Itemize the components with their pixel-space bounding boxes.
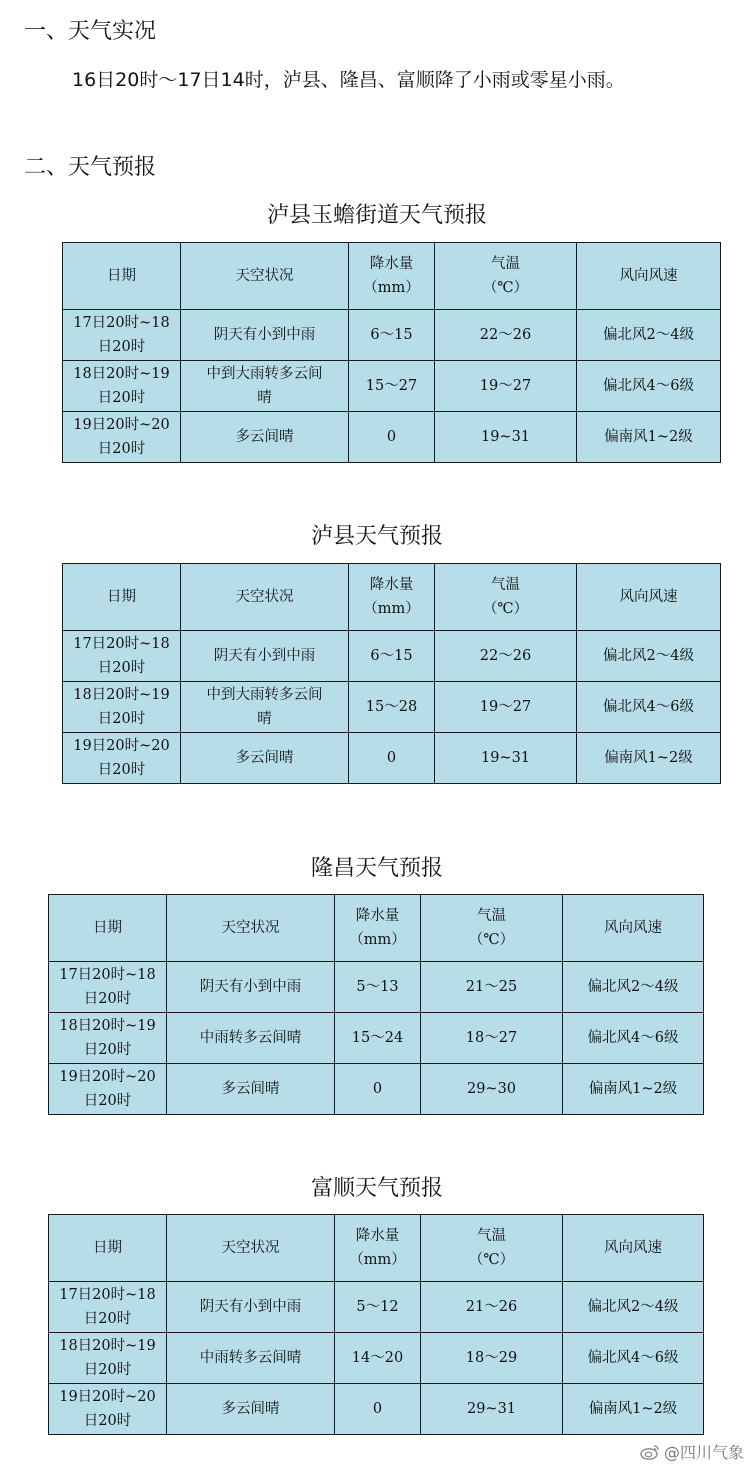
header-date-label: 日期 (107, 268, 136, 284)
cell-rain: 14～20 (335, 1333, 421, 1384)
header-rain-label: 降水量 （mm） (363, 577, 420, 617)
header-wind (563, 1215, 704, 1282)
cell-rain: 0 (349, 733, 435, 784)
header-rain-label: 降水量 （mm） (363, 256, 420, 296)
table-header-row (49, 1215, 704, 1282)
cell-wind: 偏南风1~2级 (563, 1064, 704, 1115)
header-wind (577, 564, 721, 631)
header-date-label: 日期 (107, 589, 136, 605)
cell-wind: 偏北风2～4级 (577, 310, 721, 361)
header-wind-label: 风向风速 (619, 268, 678, 284)
cell-wind: 偏北风4～6级 (563, 1333, 704, 1384)
header-sky-label: 天空状况 (235, 268, 294, 284)
header-temp (435, 564, 577, 631)
cell-date: 18日20时~19 日20时 (49, 1333, 167, 1384)
cell-sky: 多云间晴 (167, 1384, 335, 1435)
weibo-icon (640, 1444, 660, 1460)
header-sky-label: 天空状况 (235, 589, 294, 605)
cell-date: 19日20时~20 日20时 (63, 733, 181, 784)
cell-sky: 多云间晴 (167, 1064, 335, 1115)
observation-text: 16日20时～17日14时，泸县、隆昌、富顺降了小雨或零星小雨。 (72, 69, 625, 91)
table-header-row (49, 895, 704, 962)
table-title: 泸县玉蟾街道天气预报 (266, 203, 487, 228)
cell-wind: 偏北风4～6级 (563, 1013, 704, 1064)
table-row (49, 1013, 704, 1064)
cell-sky: 阴天有小到中雨 (167, 962, 335, 1013)
cell-wind: 偏北风4～6级 (577, 682, 721, 733)
cell-sky: 阴天有小到中雨 (181, 310, 349, 361)
table-header-row (63, 243, 721, 310)
cell-rain: 5～12 (335, 1282, 421, 1333)
cell-temp: 19～27 (435, 361, 577, 412)
cell-temp: 21～25 (421, 962, 563, 1013)
cell-temp: 18～29 (421, 1333, 563, 1384)
header-temp-label: 气温 （℃） (468, 908, 515, 948)
header-sky-label: 天空状况 (221, 920, 280, 936)
header-temp-label: 气温 （℃） (482, 256, 529, 296)
table-header-row (63, 564, 721, 631)
cell-sky: 阴天有小到中雨 (167, 1282, 335, 1333)
forecast-table-longchang (48, 894, 704, 1115)
cell-wind: 偏北风2～4级 (577, 631, 721, 682)
cell-wind: 偏北风4～6级 (577, 361, 721, 412)
forecast-table-fushun (48, 1214, 704, 1435)
cell-sky: 中雨转多云间晴 (167, 1333, 335, 1384)
cell-date: 19日20时~20 日20时 (49, 1064, 167, 1115)
cell-date: 18日20时~19 日20时 (63, 682, 181, 733)
header-rain (335, 1215, 421, 1282)
header-rain (349, 243, 435, 310)
table-row (63, 733, 721, 784)
cell-temp: 29~30 (421, 1064, 563, 1115)
header-temp (435, 243, 577, 310)
header-temp (421, 895, 563, 962)
header-rain-label: 降水量 （mm） (349, 1228, 406, 1268)
header-sky (181, 243, 349, 310)
table-title: 泸县天气预报 (310, 524, 443, 549)
cell-rain: 6～15 (349, 310, 435, 361)
cell-date: 17日20时~18 日20时 (63, 310, 181, 361)
section-heading-forecast: 二、天气预报 (24, 155, 157, 180)
header-date (63, 564, 181, 631)
header-sky (167, 895, 335, 962)
cell-date: 17日20时~18 日20时 (63, 631, 181, 682)
header-wind (577, 243, 721, 310)
cell-wind: 偏北风2～4级 (563, 1282, 704, 1333)
table-row (49, 1064, 704, 1115)
cell-temp: 29~31 (421, 1384, 563, 1435)
table-row (49, 1333, 704, 1384)
header-date (49, 1215, 167, 1282)
cell-temp: 19～27 (435, 682, 577, 733)
table-row (49, 1282, 704, 1333)
table-row (63, 631, 721, 682)
header-sky (167, 1215, 335, 1282)
cell-rain: 0 (335, 1384, 421, 1435)
table-row (63, 682, 721, 733)
cell-rain: 5～13 (335, 962, 421, 1013)
cell-rain: 0 (335, 1064, 421, 1115)
header-date-label: 日期 (93, 1240, 122, 1256)
cell-rain: 15～28 (349, 682, 435, 733)
table-title: 隆昌天气预报 (310, 856, 443, 881)
cell-wind: 偏南风1~2级 (577, 412, 721, 463)
cell-date: 19日20时~20 日20时 (63, 412, 181, 463)
cell-sky: 中到大雨转多云间 晴 (181, 361, 349, 412)
cell-sky: 多云间晴 (181, 733, 349, 784)
table-row (63, 412, 721, 463)
cell-wind: 偏北风2～4级 (563, 962, 704, 1013)
header-wind-label: 风向风速 (619, 589, 678, 605)
cell-wind: 偏南风1~2级 (577, 733, 721, 784)
cell-temp: 22～26 (435, 310, 577, 361)
header-date (63, 243, 181, 310)
cell-temp: 19~31 (435, 733, 577, 784)
cell-sky: 中到大雨转多云间 晴 (181, 682, 349, 733)
cell-sky: 中雨转多云间晴 (167, 1013, 335, 1064)
header-wind-label: 风向风速 (604, 920, 662, 936)
cell-sky: 多云间晴 (181, 412, 349, 463)
watermark (640, 1440, 744, 1463)
forecast-table-yuchan (62, 242, 721, 463)
cell-date: 18日20时~19 日20时 (63, 361, 181, 412)
header-temp-label: 气温 （℃） (482, 577, 529, 617)
cell-temp: 22～26 (435, 631, 577, 682)
header-date-label: 日期 (93, 920, 122, 936)
cell-date: 19日20时~20 日20时 (49, 1384, 167, 1435)
watermark-text: @四川气象 (663, 1443, 744, 1462)
forecast-table-luxian (62, 563, 721, 784)
cell-rain: 6～15 (349, 631, 435, 682)
header-sky (181, 564, 349, 631)
cell-wind: 偏南风1~2级 (563, 1384, 704, 1435)
header-rain (335, 895, 421, 962)
cell-date: 18日20时~19 日20时 (49, 1013, 167, 1064)
cell-date: 17日20时~18 日20时 (49, 1282, 167, 1333)
header-rain (349, 564, 435, 631)
header-date (49, 895, 167, 962)
header-wind-label: 风向风速 (604, 1240, 662, 1256)
cell-rain: 15～27 (349, 361, 435, 412)
cell-sky: 阴天有小到中雨 (181, 631, 349, 682)
table-row (49, 1384, 704, 1435)
table-row (63, 361, 721, 412)
header-temp (421, 1215, 563, 1282)
table-title: 富顺天气预报 (310, 1176, 443, 1201)
header-wind (563, 895, 704, 962)
cell-temp: 18～27 (421, 1013, 563, 1064)
cell-temp: 21～26 (421, 1282, 563, 1333)
header-rain-label: 降水量 （mm） (349, 908, 406, 948)
cell-rain: 15～24 (335, 1013, 421, 1064)
table-row (63, 310, 721, 361)
header-sky-label: 天空状况 (221, 1240, 280, 1256)
section-heading-observation: 一、天气实况 (24, 19, 157, 44)
header-temp-label: 气温 （℃） (468, 1228, 515, 1268)
cell-date: 17日20时~18 日20时 (49, 962, 167, 1013)
table-row (49, 962, 704, 1013)
cell-rain: 0 (349, 412, 435, 463)
cell-temp: 19~31 (435, 412, 577, 463)
